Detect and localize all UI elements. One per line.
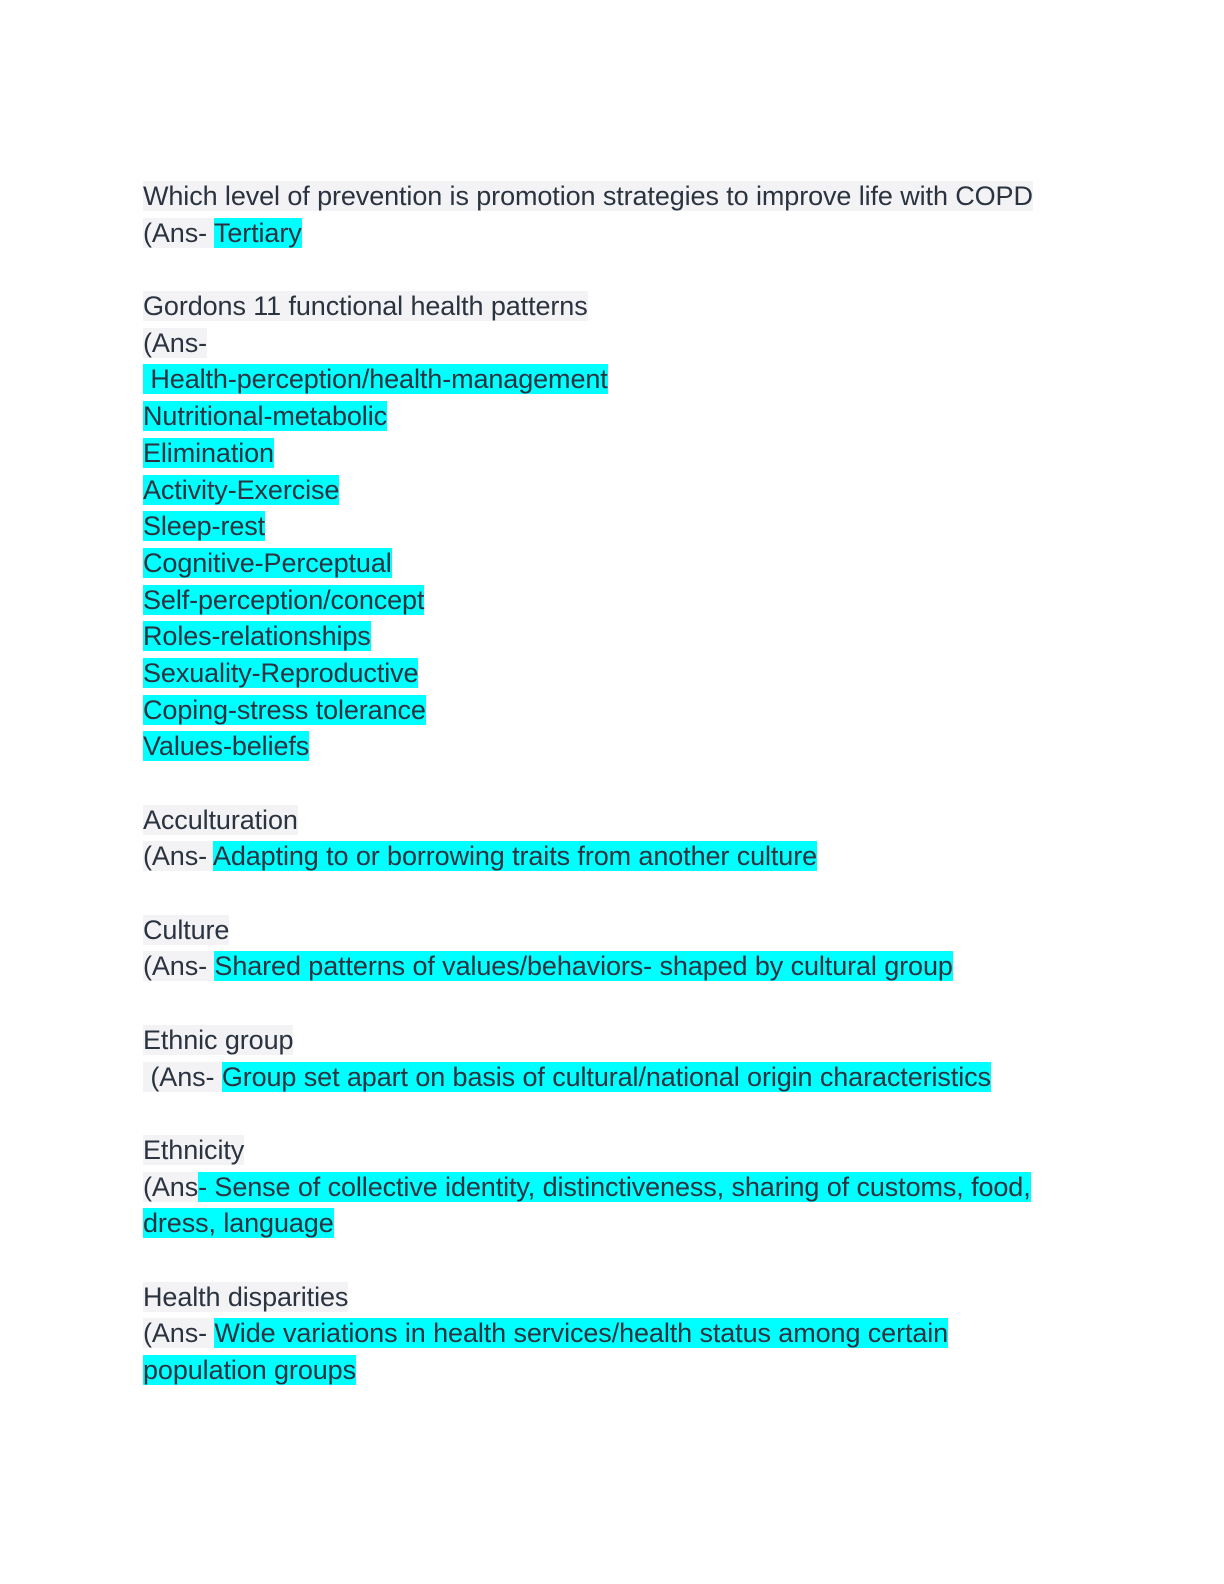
answer-line	[143, 582, 1083, 619]
question-text: Gordons 11 functional health patterns	[143, 291, 588, 322]
question-text: Which level of prevention is promotion strategies to improve life with COPD	[143, 181, 1033, 211]
answer-prefix: (Ans-	[143, 841, 213, 872]
question-text: Ethnic group	[143, 1024, 294, 1055]
spacer	[143, 251, 1083, 288]
answer-line	[143, 435, 1083, 472]
answer-highlight: Activity-Exercise	[143, 474, 340, 505]
answer-highlight: Shared patterns of values/behaviors- shaped by cultural group	[214, 951, 953, 982]
answer-prefix: (Ans-	[143, 327, 208, 358]
answer-highlight: Adapting to or borrowing traits from another culture	[212, 841, 818, 872]
answer-line	[143, 1352, 1083, 1389]
answer-line	[143, 948, 1083, 985]
answer-line	[143, 472, 1083, 509]
answer-highlight: Health-perception/health-management	[143, 364, 608, 395]
answer-highlight: - Sense of collective identity, distinctiveness, sharing of customs, food,	[198, 1171, 1031, 1202]
answer-line	[143, 1059, 1083, 1096]
answer-highlight: Sleep-rest	[143, 511, 266, 542]
answer-highlight: Sexuality-Reproductive	[143, 657, 419, 688]
spacer	[143, 985, 1083, 1022]
answer-line	[143, 655, 1083, 692]
question-text: Health disparities	[143, 1281, 349, 1312]
question-text: Culture	[143, 914, 230, 945]
answer-prefix: (Ans-	[143, 951, 215, 982]
answer-highlight: Values-beliefs	[143, 731, 310, 762]
answer-highlight: population groups	[143, 1355, 356, 1385]
answer-prefix: (Ans-	[143, 217, 214, 248]
answer-line	[143, 618, 1083, 655]
answer-line	[143, 1315, 1083, 1352]
spacer	[143, 875, 1083, 912]
answer-line	[143, 215, 1083, 252]
document-page	[143, 178, 1083, 1389]
answer-line	[143, 728, 1083, 765]
question-line	[143, 178, 1083, 215]
answer-line	[143, 508, 1083, 545]
spacer	[143, 1095, 1083, 1132]
answer-highlight: Nutritional-metabolic	[143, 401, 387, 432]
question-line	[143, 1279, 1083, 1316]
question-text: Ethnicity	[143, 1134, 245, 1165]
answer-line	[143, 545, 1083, 582]
answer-highlight: Self-perception/concept	[143, 584, 425, 615]
answer-highlight: Cognitive-Perceptual	[143, 547, 392, 578]
answer-highlight: Wide variations in health services/health status among certain	[214, 1318, 949, 1349]
answer-line	[143, 692, 1083, 729]
question-line	[143, 1132, 1083, 1169]
question-line	[143, 1022, 1083, 1059]
answer-prefix: (Ans-	[143, 1318, 215, 1349]
answer-line	[143, 1205, 1083, 1242]
answer-prefix: (Ans-	[143, 1061, 222, 1092]
question-line	[143, 288, 1083, 325]
answer-line	[143, 325, 1083, 362]
answer-prefix: (Ans	[143, 1171, 199, 1202]
answer-line	[143, 838, 1083, 875]
answer-highlight: Elimination	[143, 437, 274, 468]
answer-highlight: Coping-stress tolerance	[143, 694, 426, 725]
answer-highlight: Group set apart on basis of cultural/national origin characteristics	[221, 1061, 991, 1092]
question-text: Acculturation	[143, 804, 298, 835]
answer-line	[143, 1169, 1083, 1206]
question-line	[143, 912, 1083, 949]
answer-highlight: dress, language	[143, 1208, 334, 1239]
answer-line	[143, 361, 1083, 398]
spacer	[143, 1242, 1083, 1279]
spacer	[143, 765, 1083, 802]
question-line	[143, 802, 1083, 839]
answer-highlight: Roles-relationships	[143, 621, 371, 652]
answer-line	[143, 398, 1083, 435]
answer-highlight: Tertiary	[213, 217, 302, 248]
